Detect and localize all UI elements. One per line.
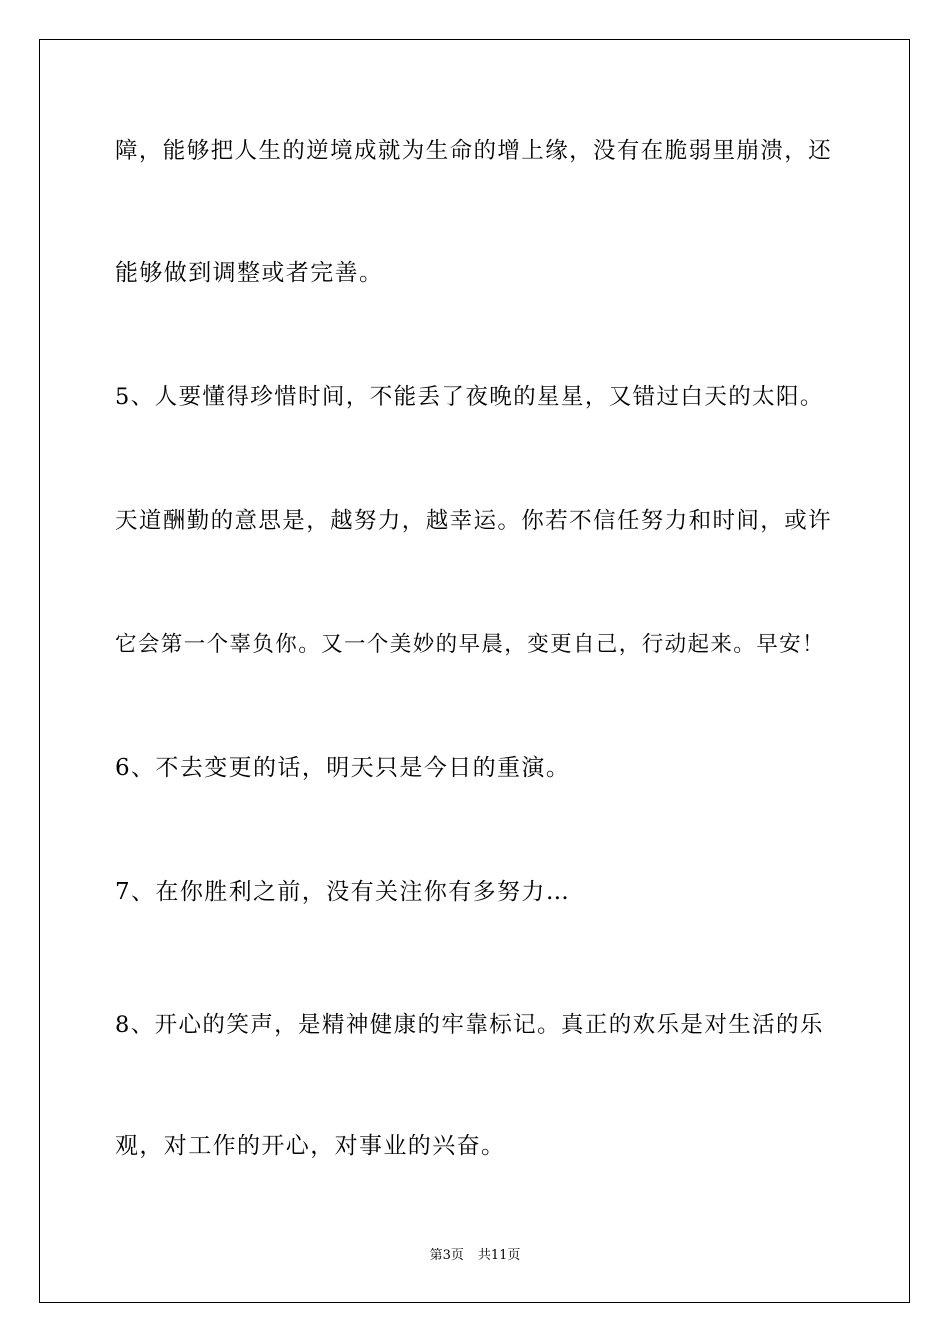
text-line: 障，能够把人生的逆境成就为生命的增上缘，没有在脆弱里崩溃，还 (115, 138, 833, 164)
page-total: 共11页 (477, 1248, 521, 1263)
text-line: 天道酬勤的意思是，越努力，越幸运。你若不信任努力和时间，或许 (115, 508, 833, 534)
page-footer (0, 1247, 950, 1265)
page-border (39, 39, 910, 1303)
text-line: 它会第一个辜负你。又一个美妙的早晨，变更自己，行动起来。早安！ (115, 632, 825, 657)
page-number: 第3页 (429, 1248, 464, 1263)
text-line: 6、不去变更的话，明天只是今日的重演。 (115, 755, 571, 781)
text-line: 5、人要懂得珍惜时间，不能丢了夜晚的星星，又错过白天的太阳。 (115, 384, 824, 410)
text-line: 7、在你胜利之前，没有关注你有多努力… (115, 879, 571, 905)
text-line: 8、开心的笑声，是精神健康的牢靠标记。真正的欢乐是对生活的乐 (115, 1012, 824, 1038)
text-line: 能够做到调整或者完善。 (115, 260, 384, 286)
text-line: 观，对工作的开心，对事业的兴奋。 (115, 1133, 506, 1159)
